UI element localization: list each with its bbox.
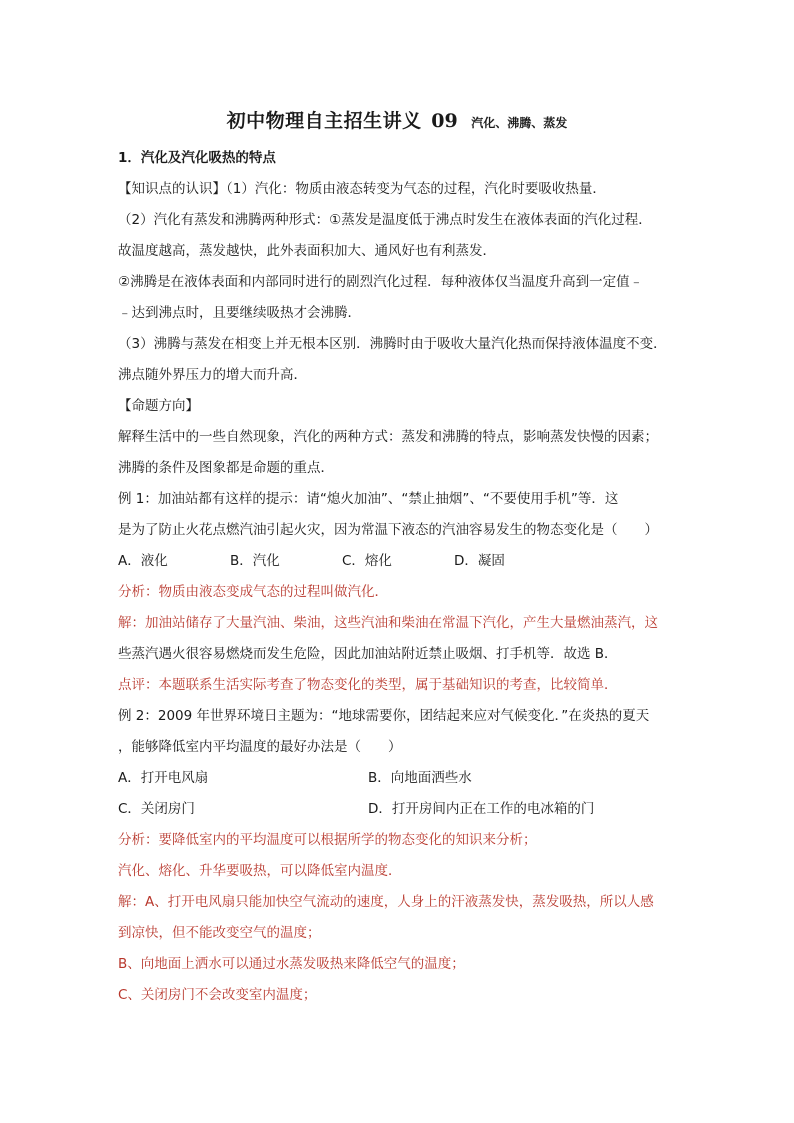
option-d: D．凝固 (454, 553, 505, 569)
knowledge-line: （2）汽化有蒸发和沸腾两种形式：①蒸发是温度低于沸点时发生在液体表面的汽化过程． (118, 212, 652, 228)
content-body (118, 143, 678, 1011)
example1-question: 是为了防止火花点燃汽油引起火灾，因为常温下液态的汽油容易发生的物态变化是（ ） (118, 522, 658, 538)
example1-comment: 点评：本题联系生活实际考查了物态变化的类型，属于基础知识的考查，比较简单． (118, 677, 618, 693)
section-heading: 1．汽化及汽化吸热的特点 (118, 150, 276, 166)
option-b: B．汽化 (230, 553, 280, 569)
example1-analysis: 分析：物质由液态变成气态的过程叫做汽化． (118, 584, 388, 600)
example1-question: 例 1：加油站都有这样的提示：请“熄火加油”、“禁止抽烟”、“不要使用手机”等．这 (118, 491, 619, 507)
example2-analysis: 汽化、熔化、升华要吸热，可以降低室内温度． (118, 863, 402, 879)
example1-solution: 解：加油站储存了大量汽油、柴油，这些汽油和柴油在常温下汽化，产生大量燃油蒸汽，这 (118, 615, 658, 631)
example1-options (118, 546, 678, 577)
option-a: A．液化 (118, 553, 168, 569)
example2-options-row2 (118, 794, 678, 825)
option-a: A．打开电风扇 (118, 770, 209, 786)
title-subtitle: 汽化、沸腾、蒸发 (471, 116, 568, 130)
example2-analysis: 分析：要降低室内的平均温度可以根据所学的物态变化的知识来分析； (118, 832, 537, 848)
option-c: C．关闭房门 (118, 801, 195, 817)
page-title (0, 106, 794, 133)
example2-question: ，能够降低室内平均温度的最好办法是（ ） (118, 739, 402, 755)
title-number: 09 (431, 110, 458, 132)
knowledge-line: 故温度越高，蒸发越快，此外表面积加大、通风好也有利蒸发． (118, 243, 496, 259)
example1-solution: 些蒸汽遇火很容易燃烧而发生危险，因此加油站附近禁止吸烟、打手机等．故选 B． (118, 646, 618, 662)
title-main: 初中物理自主招生讲义 (226, 110, 422, 132)
knowledge-line: ②沸腾是在液体表面和内部同时进行的剧烈汽化过程．每种液体仅当温度升高到一定值﹣ (118, 274, 644, 290)
direction-line: 解释生活中的一些自然现象，汽化的两种方式：蒸发和沸腾的特点，影响蒸发快慢的因素； (118, 429, 658, 445)
knowledge-line: 【知识点的认识】（1）汽化：物质由液态转变为气态的过程，汽化时要吸收热量． (118, 181, 606, 197)
example2-solution: C、关闭房门不会改变室内温度； (118, 987, 317, 1003)
option-b: B．向地面洒些水 (368, 770, 472, 786)
option-d: D．打开房间内正在工作的电冰箱的门 (368, 801, 595, 817)
knowledge-line: ﹣达到沸点时，且要继续吸热才会沸腾． (118, 305, 361, 321)
direction-line: 沸腾的条件及图象都是命题的重点． (118, 460, 334, 476)
example2-solution: 到凉快，但不能改变空气的温度； (118, 925, 321, 941)
option-c: C．熔化 (342, 553, 392, 569)
direction-heading: 【命题方向】 (118, 398, 199, 414)
example2-solution: B、向地面上洒水可以通过水蒸发吸热来降低空气的温度； (118, 956, 465, 972)
knowledge-line: （3）沸腾与蒸发在相变上并无根本区别．沸腾时由于吸收大量汽化热而保持液体温度不变． (118, 336, 667, 352)
example2-question: 例 2：2009 年世界环境日主题为：“地球需要你，团结起来应对气候变化．”在炎热的夏天 (118, 708, 650, 724)
knowledge-line: 沸点随外界压力的增大而升高． (118, 367, 307, 383)
example2-solution: 解：A、打开电风扇只能加快空气流动的速度，人身上的汗液蒸发快，蒸发吸热，所以人感 (118, 894, 654, 910)
example2-options-row1 (118, 763, 678, 794)
